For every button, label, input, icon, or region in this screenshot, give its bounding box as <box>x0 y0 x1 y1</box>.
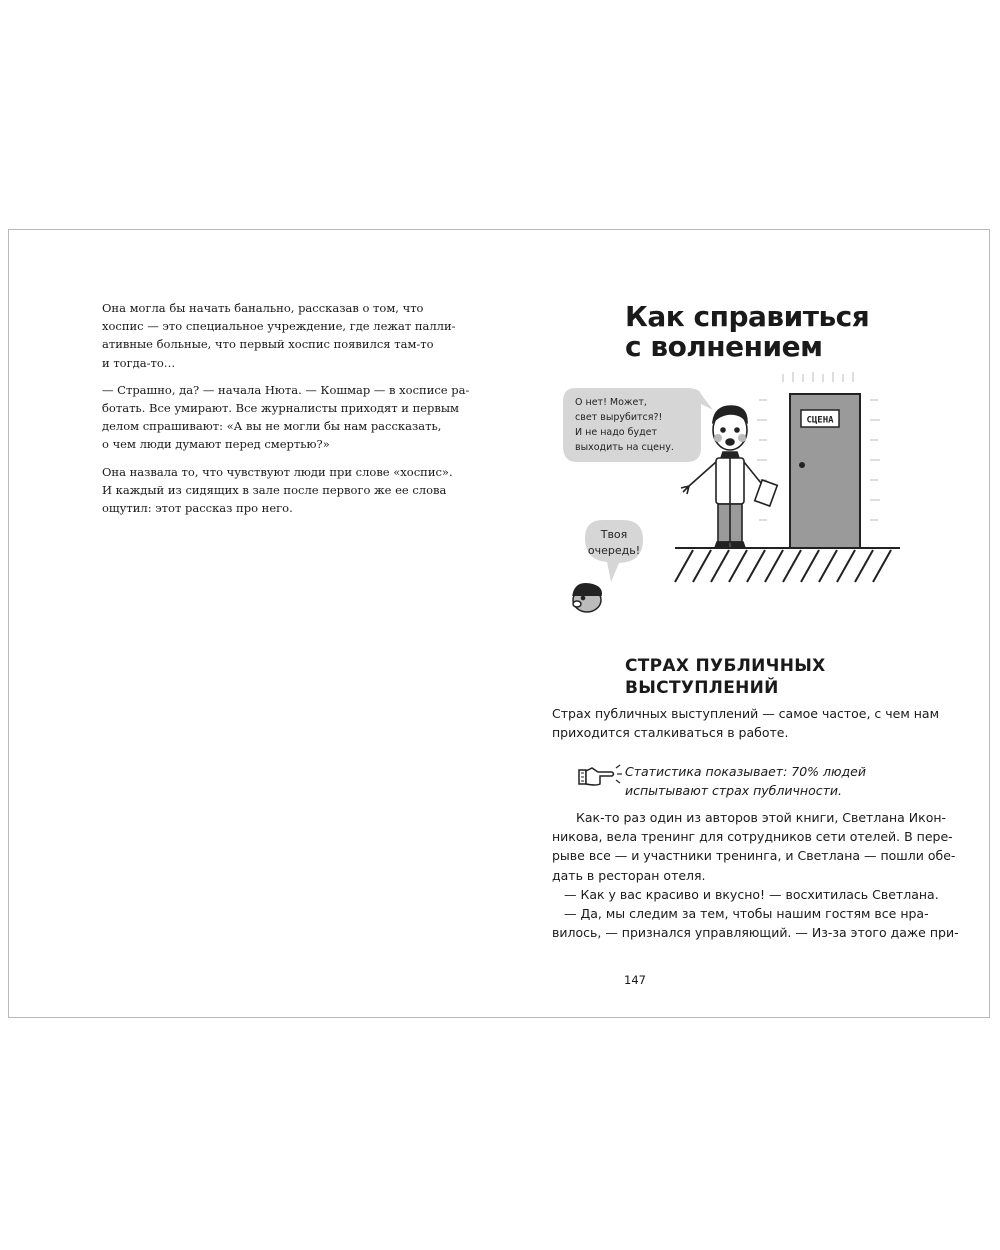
story-paragraph <box>552 808 959 942</box>
text-line: никова, вела тренинг для сотрудников сети отелей. В пере- <box>552 829 953 845</box>
bubble-line: И не надо будет <box>575 427 658 438</box>
section-subtitle <box>625 655 826 699</box>
text-line: хоспис — это специальное учреждение, где лежат палли- <box>102 319 456 334</box>
left-page-text <box>102 299 470 526</box>
bubble-line: выходить на сцену. <box>575 442 674 453</box>
subtitle-line: ВЫСТУПЛЕНИЙ <box>625 678 779 698</box>
text-line: Она назвала то, что чувствуют люди при слове «хоспис». <box>102 464 453 479</box>
door-sign-label: СЦЕНА <box>806 415 834 426</box>
text-line: Она могла бы начать банально, рассказав о том, что <box>102 301 424 315</box>
note-text <box>625 762 866 800</box>
text-line: вилось, — признался управляющий. — Из-за этого даже при- <box>552 925 959 941</box>
text-line: — Да, мы следим за тем, чтобы нашим гостям все нра- <box>564 906 929 922</box>
text-line: ативные больные, что первый хоспис появился там-то <box>102 337 434 352</box>
text-line: рыве все — и участники тренинга, и Светлана — пошли обе- <box>552 848 956 864</box>
text-line: ощутил: этот рассказ про него. <box>102 501 293 516</box>
text-line: ботать. Все умирают. Все журналисты приходят и первым <box>102 401 459 416</box>
intro-paragraph <box>552 704 940 742</box>
statistic-note <box>578 762 898 806</box>
page-number: 147 <box>624 973 646 987</box>
text-line: — Страшно, да? — начала Нюта. — Кошмар — в хосписе ра- <box>102 382 470 397</box>
text-line: приходится сталкиваться в работе. <box>552 725 789 741</box>
bubble-line: О нет! Может, <box>575 397 647 408</box>
text-line: Как-то раз один из авторов этой книги, Светлана Икон- <box>576 810 947 825</box>
dog <box>573 584 601 612</box>
text-line: и тогда-то… <box>102 355 176 370</box>
text-line: Статистика показывает: 70% людей <box>625 764 866 779</box>
paragraph <box>102 463 452 518</box>
illustration-stage-fright <box>555 370 900 620</box>
text-line: о чем люди думают перед смертью?» <box>102 437 330 452</box>
text-line: дать в ресторан отеля. <box>552 867 706 883</box>
paragraph <box>102 381 470 454</box>
paragraph <box>102 299 456 372</box>
title-line: Как справиться <box>625 300 870 333</box>
bubble-line: Твоя <box>600 528 628 541</box>
text-line: делом спрашивают: «А вы не могли бы нам рассказать, <box>102 419 442 434</box>
chapter-title <box>625 302 869 362</box>
bubble-line: очередь! <box>587 544 641 557</box>
text-line: И каждый из сидящих в зале после первого же ее слова <box>102 482 447 497</box>
text-line: Страх публичных выступлений — самое частое, с чем нам <box>552 706 940 721</box>
bubble-line: свет вырубится?! <box>575 412 663 423</box>
pointing-hand-icon <box>578 764 622 790</box>
text-line: — Как у вас красиво и вкусно! — восхитилась Светлана. <box>564 886 939 902</box>
text-line: испытывают страх публичности. <box>625 783 842 799</box>
subtitle-line: СТРАХ ПУБЛИЧНЫХ <box>625 656 826 676</box>
title-line: с волнением <box>625 330 823 363</box>
